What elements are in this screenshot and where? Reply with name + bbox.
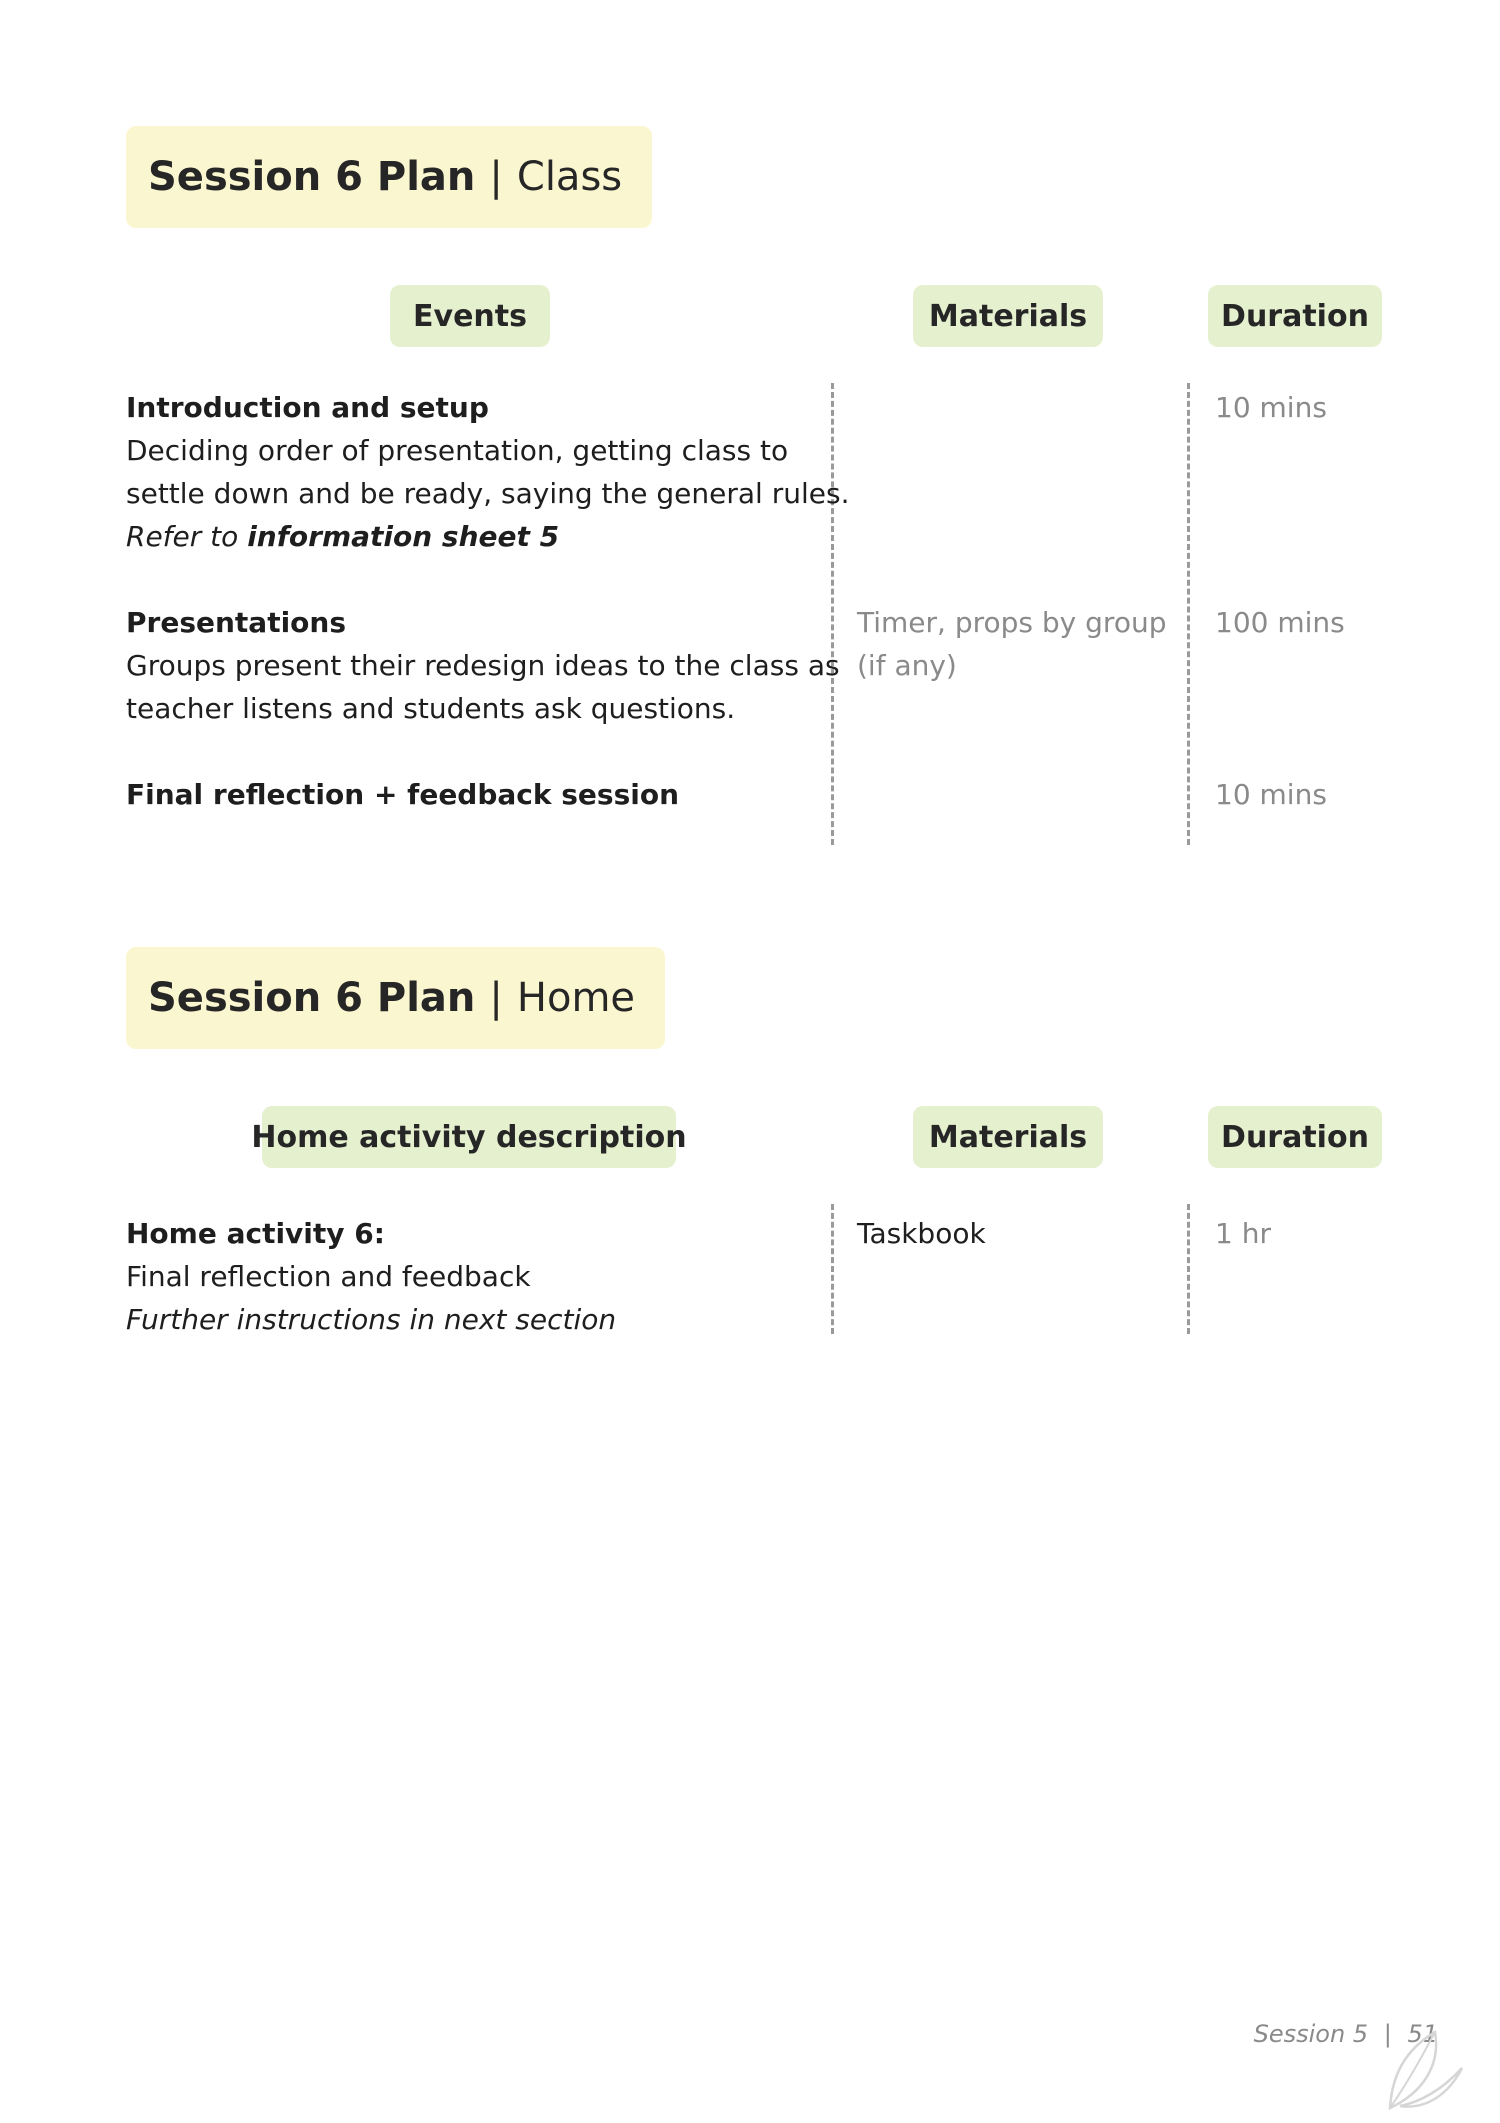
duration-cell: 10 mins: [1215, 391, 1327, 424]
class-plan-title: [126, 126, 652, 228]
materials-header: Materials: [913, 285, 1103, 347]
materials-line: Timer, props by group: [857, 606, 1167, 639]
home-activity-note: Further instructions in next section: [126, 1303, 617, 1336]
footer-section: Session 5: [1253, 2020, 1369, 2048]
home-activity-heading: Home activity 6:: [126, 1217, 385, 1250]
reference-link-text: information sheet 5: [247, 520, 560, 553]
materials-cell: [857, 601, 1166, 687]
home-activity-desc: Final reflection and feedback: [126, 1260, 531, 1293]
home-plan-title: [126, 947, 665, 1049]
leaf-icon: [1380, 2020, 1470, 2115]
event-desc-line: settle down and be ready, saying the general rules.: [126, 477, 850, 510]
events-header: Events: [390, 285, 550, 347]
duration-cell: 10 mins: [1215, 778, 1327, 811]
event-heading: Presentations: [126, 606, 347, 639]
column-divider: [1187, 1204, 1190, 1334]
home-activity: [126, 1212, 616, 1341]
home-description-header: Home activity description: [262, 1106, 676, 1168]
duration-cell: 1 hr: [1215, 1217, 1271, 1250]
footer-page-number: 51: [1407, 2020, 1438, 2048]
footer-separator: |: [1383, 2020, 1392, 2048]
materials-line: (if any): [857, 649, 957, 682]
event-heading: Final reflection + feedback session: [126, 778, 680, 811]
event-reference: [126, 515, 849, 558]
event-heading: Introduction and setup: [126, 391, 489, 424]
title-bold: Session 6 Plan: [148, 154, 476, 200]
column-divider: [1187, 383, 1190, 845]
title-separator: |: [489, 975, 503, 1021]
event-introduction: [126, 386, 849, 558]
column-divider: [831, 1204, 834, 1334]
event-desc-line: teacher listens and students ask questions.: [126, 692, 736, 725]
title-light: Class: [516, 154, 623, 200]
title-separator: |: [489, 154, 503, 200]
duration-header: Duration: [1208, 1106, 1382, 1168]
materials-header: Materials: [913, 1106, 1103, 1168]
event-desc-line: Deciding order of presentation, getting class to: [126, 434, 789, 467]
event-final-reflection: [126, 773, 679, 816]
reference-prefix: Refer to: [126, 520, 248, 553]
title-light: Home: [516, 975, 636, 1021]
duration-header: Duration: [1208, 285, 1382, 347]
materials-cell: Taskbook: [857, 1217, 986, 1250]
duration-cell: 100 mins: [1215, 606, 1345, 639]
event-presentations: [126, 601, 840, 730]
title-bold: Session 6 Plan: [148, 975, 476, 1021]
event-desc-line: Groups present their redesign ideas to the class as: [126, 649, 840, 682]
